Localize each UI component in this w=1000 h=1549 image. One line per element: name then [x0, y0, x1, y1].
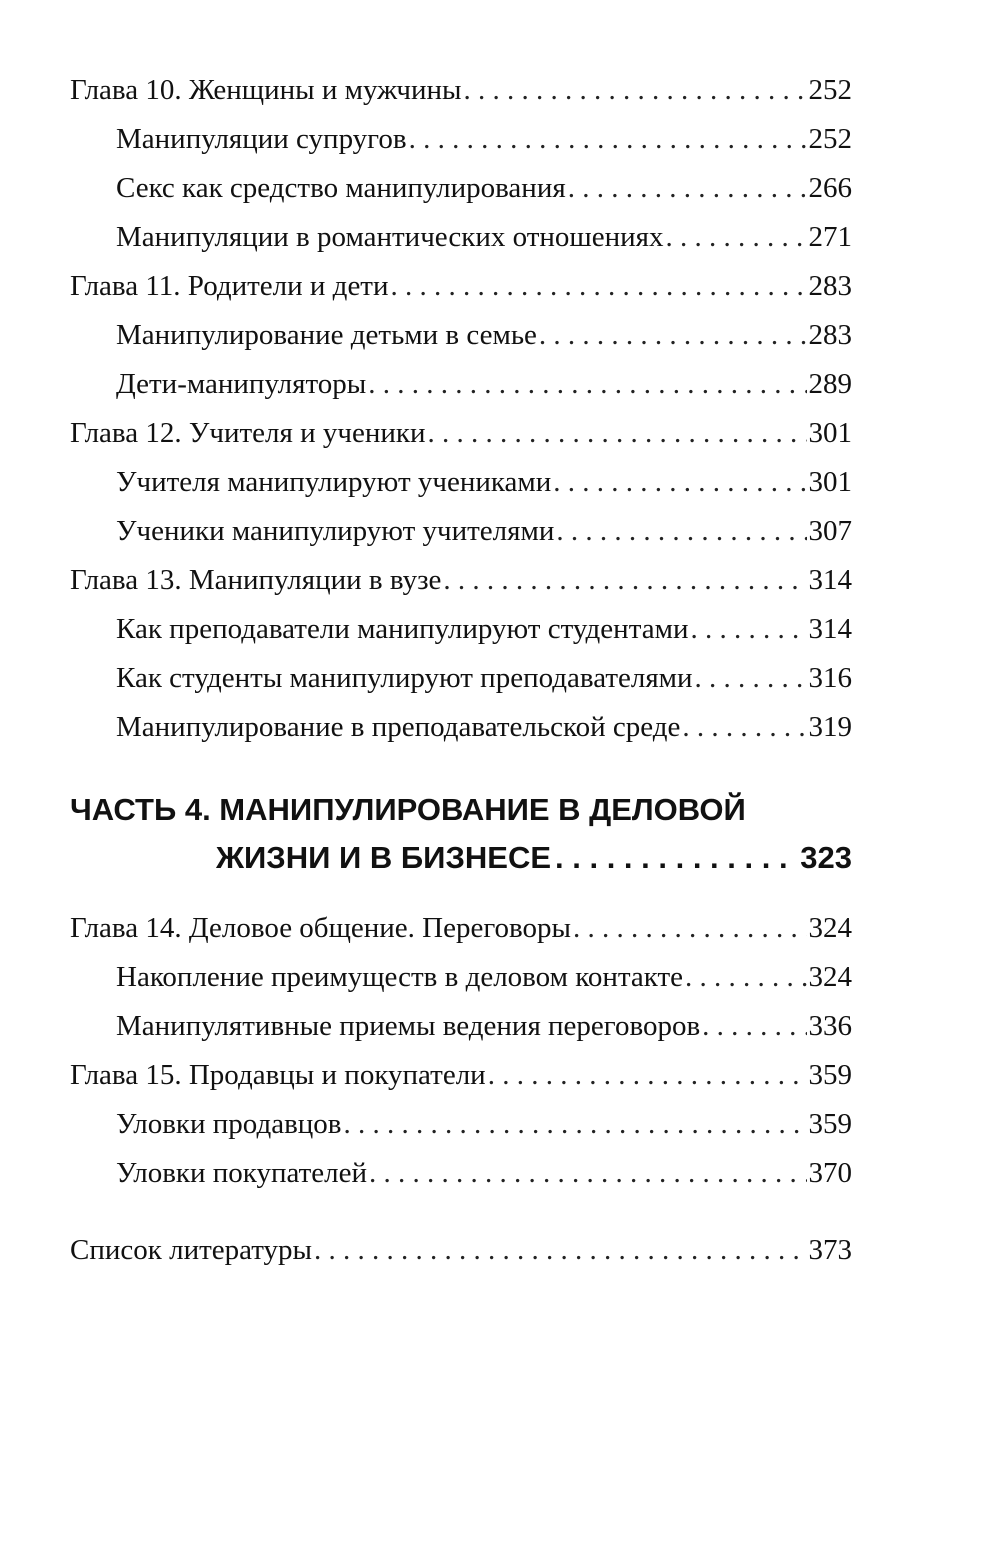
dot-leader — [556, 507, 806, 556]
toc-entry-chapter-12[interactable] — [70, 409, 852, 458]
entry-page: 283 — [808, 270, 852, 302]
dot-leader — [369, 1149, 806, 1198]
entry-title: Манипуляции супругов — [116, 123, 407, 155]
toc-entry-section[interactable] — [70, 115, 852, 164]
toc-entry-section[interactable] — [70, 654, 852, 703]
table-of-contents — [70, 66, 852, 1275]
entry-page: 283 — [808, 319, 852, 351]
entry-title: Глава 11. Родители и дети — [70, 270, 389, 302]
entry-title: Глава 12. Учителя и ученики — [70, 417, 426, 449]
dot-leader — [391, 262, 807, 311]
entry-page: 252 — [808, 123, 852, 155]
dot-leader — [314, 1226, 806, 1275]
entry-page: 359 — [808, 1108, 852, 1140]
entry-page: 301 — [808, 466, 852, 498]
dot-leader — [666, 213, 807, 262]
entry-title: Дети-манипуляторы — [116, 368, 367, 400]
dot-leader — [685, 953, 806, 1002]
entry-page: 301 — [808, 417, 852, 449]
toc-entry-section[interactable] — [70, 458, 852, 507]
entry-title: Учителя манипулируют учениками — [116, 466, 552, 498]
entry-page: 319 — [808, 711, 852, 743]
entry-title: Манипуляции в романтических отношениях — [116, 221, 664, 253]
entry-title: Список литературы — [70, 1234, 313, 1266]
dot-leader — [573, 904, 806, 953]
entry-title: Секс как средство манипулирования — [116, 172, 566, 204]
entry-title: Глава 15. Продавцы и покупатели — [70, 1059, 486, 1091]
dot-leader — [344, 1100, 807, 1149]
part-page: 323 — [800, 840, 852, 875]
dot-leader — [539, 311, 807, 360]
dot-leader — [409, 115, 807, 164]
entry-title: Ученики манипулируют учителями — [116, 515, 555, 547]
entry-page: 266 — [808, 172, 852, 204]
dot-leader — [682, 703, 806, 752]
entry-title: Глава 13. Манипуляции в вузе — [70, 564, 442, 596]
dot-leader — [568, 164, 807, 213]
entry-page: 307 — [808, 515, 852, 547]
dot-leader — [368, 360, 806, 409]
toc-entry-bibliography[interactable] — [70, 1226, 852, 1275]
toc-entry-chapter-13[interactable] — [70, 556, 852, 605]
part-title-line-2: ЖИЗНИ И В БИЗНЕСЕ — [216, 840, 552, 875]
toc-entry-section[interactable] — [70, 953, 852, 1002]
entry-page: 252 — [808, 74, 852, 106]
toc-entry-chapter-15[interactable] — [70, 1051, 852, 1100]
part-title-line-2-row — [70, 834, 852, 882]
entry-title: Глава 10. Женщины и мужчины — [70, 74, 462, 106]
entry-page: 373 — [808, 1234, 852, 1266]
toc-entry-section[interactable] — [70, 311, 852, 360]
entry-title: Накопление преимуществ в деловом контакте — [116, 961, 684, 993]
entry-title: Уловки продавцов — [116, 1108, 342, 1140]
dot-leader — [702, 1002, 806, 1051]
toc-entry-chapter-10[interactable] — [70, 66, 852, 115]
entry-page: 324 — [808, 961, 852, 993]
entry-page: 289 — [808, 368, 852, 400]
toc-entry-chapter-11[interactable] — [70, 262, 852, 311]
entry-title: Глава 14. Деловое общение. Переговоры — [70, 912, 572, 944]
entry-page: 316 — [808, 662, 852, 694]
entry-title: Манипулирование в преподавательской среде — [116, 711, 681, 743]
toc-entry-section[interactable] — [70, 1002, 852, 1051]
entry-page: 336 — [808, 1010, 852, 1042]
dot-leader — [427, 409, 806, 458]
entry-title: Как студенты манипулируют преподавателями — [116, 662, 693, 694]
toc-entry-section[interactable] — [70, 1149, 852, 1198]
toc-entry-chapter-14[interactable] — [70, 904, 852, 953]
entry-page: 314 — [808, 613, 852, 645]
toc-entry-part-4[interactable] — [70, 786, 852, 882]
entry-page: 314 — [808, 564, 852, 596]
entry-title: Манипулирование детьми в семье — [116, 319, 537, 351]
dot-leader — [443, 556, 806, 605]
toc-entry-section[interactable] — [70, 507, 852, 556]
entry-title: Манипулятивные приемы ведения переговоров — [116, 1010, 701, 1042]
entry-page: 324 — [808, 912, 852, 944]
part-title-line-1: ЧАСТЬ 4. МАНИПУЛИРОВАНИЕ В ДЕЛОВОЙ — [70, 792, 746, 827]
dot-leader — [555, 834, 796, 882]
toc-entry-section[interactable] — [70, 703, 852, 752]
entry-page: 359 — [808, 1059, 852, 1091]
dot-leader — [553, 458, 806, 507]
toc-entry-section[interactable] — [70, 605, 852, 654]
dot-leader — [695, 654, 807, 703]
dot-leader — [488, 1051, 807, 1100]
toc-entry-section[interactable] — [70, 164, 852, 213]
entry-title: Как преподаватели манипулируют студентами — [116, 613, 689, 645]
toc-entry-section[interactable] — [70, 1100, 852, 1149]
dot-leader — [690, 605, 806, 654]
entry-page: 370 — [808, 1157, 852, 1189]
spacer — [70, 1198, 852, 1226]
entry-page: 271 — [808, 221, 852, 253]
toc-entry-section[interactable] — [70, 360, 852, 409]
entry-title: Уловки покупателей — [116, 1157, 368, 1189]
dot-leader — [464, 66, 807, 115]
toc-entry-section[interactable] — [70, 213, 852, 262]
